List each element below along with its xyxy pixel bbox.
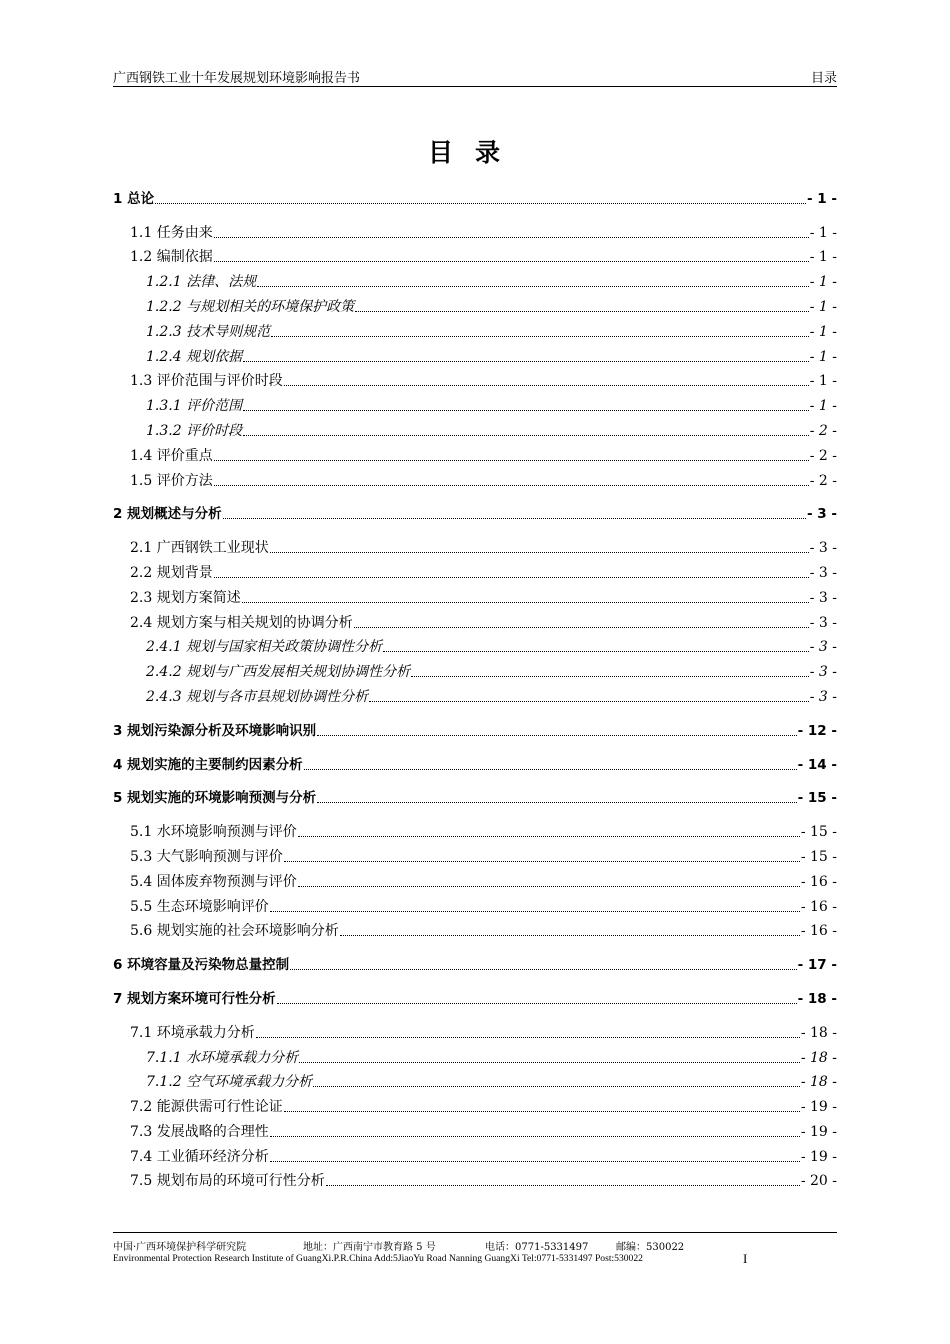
toc-entry-title: 1.5 评价方法 bbox=[130, 472, 213, 489]
toc-leader-dots bbox=[411, 675, 809, 677]
toc-entry[interactable] bbox=[113, 891, 837, 916]
toc-entry-page: - 1 - bbox=[809, 249, 837, 266]
toc-entry-title: 4 规划实施的主要制约因素分析 bbox=[113, 756, 303, 773]
toc-leader-dots bbox=[369, 700, 809, 702]
toc-entry-page: - 3 - bbox=[809, 564, 837, 581]
toc-entry[interactable] bbox=[113, 949, 837, 974]
toc-entry-title: 1 总论 bbox=[113, 190, 155, 207]
toc-entry[interactable] bbox=[113, 242, 837, 267]
toc-entry-title: 2.2 规划背景 bbox=[130, 564, 213, 581]
toc-entry-title: 2.4.1 规划与国家相关政策协调性分析 bbox=[146, 639, 383, 656]
toc-entry[interactable] bbox=[113, 266, 837, 291]
header-section: 目录 bbox=[810, 71, 837, 86]
toc-entry[interactable] bbox=[113, 366, 837, 391]
table-of-contents bbox=[113, 183, 837, 1190]
toc-entry[interactable] bbox=[113, 656, 837, 681]
toc-leader-dots bbox=[340, 934, 800, 936]
toc-leader-dots bbox=[257, 285, 809, 287]
toc-entry-title: 1.3.2 评价时段 bbox=[146, 422, 243, 439]
toc-leader-dots bbox=[155, 202, 806, 204]
toc-leader-dots bbox=[214, 236, 809, 238]
toc-entry[interactable] bbox=[113, 183, 837, 208]
toc-entry-title: 2.4 规划方案与相关规划的协调分析 bbox=[130, 614, 353, 631]
toc-entry-title: 1.2.1 法律、法规 bbox=[146, 274, 257, 291]
toc-entry[interactable] bbox=[113, 866, 837, 891]
toc-entry[interactable] bbox=[113, 715, 837, 740]
toc-entry-title: 1.2.4 规划依据 bbox=[146, 348, 243, 365]
toc-entry-page: - 1 - bbox=[809, 398, 837, 415]
toc-entry-page: - 3 - bbox=[809, 664, 837, 681]
toc-entry-page: - 19 - bbox=[800, 1123, 837, 1140]
toc-leader-dots bbox=[284, 860, 800, 862]
toc-entry-page: - 3 - bbox=[809, 688, 837, 705]
toc-entry[interactable] bbox=[113, 783, 837, 808]
toc-entry-page: - 1 - bbox=[809, 298, 837, 315]
toc-entry-title: 7.1.1 水环境承载力分析 bbox=[146, 1049, 299, 1066]
toc-leader-dots bbox=[317, 801, 797, 803]
toc-entry-title: 2 规划概述与分析 bbox=[113, 506, 222, 523]
toc-entry[interactable] bbox=[113, 557, 837, 582]
toc-leader-dots bbox=[383, 650, 809, 652]
toc-leader-dots bbox=[270, 1160, 800, 1162]
toc-entry-title: 2.4.3 规划与各市县规划协调性分析 bbox=[146, 688, 369, 705]
toc-leader-dots bbox=[284, 1110, 800, 1112]
toc-leader-dots bbox=[214, 484, 809, 486]
header-doc-name: 广西钢铁工业十年发展规划环境影响报告书 bbox=[113, 71, 361, 86]
toc-leader-dots bbox=[354, 626, 809, 628]
toc-leader-dots bbox=[313, 1085, 800, 1087]
toc-entry-title: 5.1 水环境影响预测与评价 bbox=[130, 824, 297, 841]
toc-entry[interactable] bbox=[113, 390, 837, 415]
toc-entry-title: 7.5 规划布局的环境可行性分析 bbox=[130, 1173, 325, 1190]
toc-entry-title: 7.1 环境承载力分析 bbox=[130, 1024, 255, 1041]
footer-phone: 电话：0771-5331497 bbox=[485, 1242, 589, 1253]
toc-entry-page: - 16 - bbox=[800, 923, 837, 940]
toc-entry-title: 7.4 工业循环经济分析 bbox=[130, 1148, 269, 1165]
toc-entry-title: 1.2.2 与规划相关的环境保护政策 bbox=[146, 298, 355, 315]
footer-org: 中国·广西环境保护科学研究院 bbox=[113, 1242, 247, 1253]
toc-leader-dots bbox=[243, 434, 809, 436]
toc-entry-title: 7.3 发展战略的合理性 bbox=[130, 1123, 269, 1140]
toc-leader-dots bbox=[214, 260, 809, 262]
toc-entry-page: - 16 - bbox=[800, 898, 837, 915]
toc-entry-page: - 3 - bbox=[809, 614, 837, 631]
toc-entry-title: 5.6 规划实施的社会环境影响分析 bbox=[130, 923, 339, 940]
toc-entry-page: - 14 - bbox=[797, 756, 837, 773]
toc-entry-title: 7.1.2 空气环境承载力分析 bbox=[146, 1074, 313, 1091]
toc-leader-dots bbox=[355, 310, 809, 312]
toc-leader-dots bbox=[298, 835, 800, 837]
toc-entry-title: 1.3 评价范围与评价时段 bbox=[130, 373, 283, 390]
toc-entry[interactable] bbox=[113, 1017, 837, 1042]
toc-entry-page: - 18 - bbox=[800, 1074, 837, 1091]
toc-entry-title: 3 规划污染源分析及环境影响识别 bbox=[113, 722, 317, 739]
toc-entry[interactable] bbox=[113, 841, 837, 866]
toc-leader-dots bbox=[270, 551, 809, 553]
toc-entry[interactable] bbox=[113, 607, 837, 632]
toc-entry-page: - 1 - bbox=[809, 348, 837, 365]
toc-leader-dots bbox=[277, 1002, 797, 1004]
toc-leader-dots bbox=[317, 734, 797, 736]
toc-entry-title: 2.1 广西钢铁工业现状 bbox=[130, 540, 269, 557]
toc-leader-dots bbox=[271, 335, 809, 337]
toc-leader-dots bbox=[290, 968, 797, 970]
toc-entry-page: - 19 - bbox=[800, 1099, 837, 1116]
toc-entry[interactable] bbox=[113, 415, 837, 440]
toc-entry[interactable] bbox=[113, 632, 837, 657]
toc-entry-title: 5.4 固体废弃物预测与评价 bbox=[130, 873, 297, 890]
toc-leader-dots bbox=[299, 1061, 800, 1063]
page-title: 目录 bbox=[427, 138, 522, 167]
page-footer bbox=[113, 1232, 837, 1266]
toc-entry-title: 2.4.2 规划与广西发展相关规划协调性分析 bbox=[146, 664, 411, 681]
toc-entry[interactable] bbox=[113, 1141, 837, 1166]
toc-entry-page: - 3 - bbox=[807, 506, 837, 523]
toc-entry[interactable] bbox=[113, 499, 837, 524]
toc-entry[interactable] bbox=[113, 582, 837, 607]
toc-leader-dots bbox=[214, 459, 809, 461]
toc-entry[interactable] bbox=[113, 341, 837, 366]
toc-entry[interactable] bbox=[113, 291, 837, 316]
toc-leader-dots bbox=[223, 517, 806, 519]
toc-entry-page: - 20 - bbox=[800, 1173, 837, 1190]
toc-leader-dots bbox=[214, 576, 809, 578]
toc-entry[interactable] bbox=[113, 1166, 837, 1191]
toc-entry-title: 1.3.1 评价范围 bbox=[146, 398, 243, 415]
toc-entry-page: - 17 - bbox=[797, 957, 837, 974]
toc-leader-dots bbox=[256, 1036, 800, 1038]
toc-entry-page: - 18 - bbox=[797, 990, 837, 1007]
toc-entry-page: - 1 - bbox=[809, 373, 837, 390]
toc-leader-dots bbox=[326, 1184, 800, 1186]
toc-entry[interactable] bbox=[113, 1091, 837, 1116]
toc-leader-dots bbox=[243, 360, 809, 362]
toc-entry[interactable] bbox=[113, 1042, 837, 1067]
toc-entry-page: - 18 - bbox=[800, 1024, 837, 1041]
toc-entry-page: - 1 - bbox=[809, 224, 837, 241]
toc-entry-page: - 19 - bbox=[800, 1148, 837, 1165]
toc-entry[interactable] bbox=[113, 465, 837, 490]
toc-entry-page: - 1 - bbox=[809, 274, 837, 291]
toc-entry-page: - 15 - bbox=[800, 824, 837, 841]
toc-entry-page: - 18 - bbox=[800, 1049, 837, 1066]
footer-postcode: 邮编：530022 bbox=[616, 1242, 685, 1253]
toc-entry-page: - 3 - bbox=[809, 589, 837, 606]
toc-entry-page: - 2 - bbox=[809, 422, 837, 439]
toc-entry-title: 6 环境容量及污染物总量控制 bbox=[113, 957, 290, 974]
toc-entry-title: 1.1 任务由来 bbox=[130, 224, 213, 241]
toc-entry[interactable] bbox=[113, 1116, 837, 1141]
toc-entry[interactable] bbox=[113, 1067, 837, 1092]
toc-entry-page: - 15 - bbox=[800, 848, 837, 865]
toc-entry-title: 5 规划实施的环境影响预测与分析 bbox=[113, 790, 317, 807]
toc-entry-title: 5.5 生态环境影响评价 bbox=[130, 898, 269, 915]
toc-leader-dots bbox=[270, 1135, 800, 1137]
toc-entry[interactable] bbox=[113, 440, 837, 465]
toc-entry-title: 2.3 规划方案简述 bbox=[130, 589, 241, 606]
toc-entry-page: - 12 - bbox=[797, 722, 837, 739]
toc-entry[interactable] bbox=[113, 816, 837, 841]
page-header bbox=[113, 64, 837, 87]
toc-leader-dots bbox=[270, 910, 800, 912]
toc-entry-page: - 1 - bbox=[807, 190, 837, 207]
toc-entry-page: - 15 - bbox=[797, 790, 837, 807]
toc-entry-title: 7.2 能源供需可行性论证 bbox=[130, 1099, 283, 1116]
toc-entry[interactable] bbox=[113, 916, 837, 941]
toc-entry-page: - 2 - bbox=[809, 472, 837, 489]
toc-entry-page: - 1 - bbox=[809, 323, 837, 340]
toc-entry-title: 1.4 评价重点 bbox=[130, 447, 213, 464]
toc-entry[interactable] bbox=[113, 316, 837, 341]
page-number: I bbox=[743, 1251, 748, 1266]
toc-entry-page: - 3 - bbox=[809, 639, 837, 656]
toc-entry-title: 7 规划方案环境可行性分析 bbox=[113, 990, 276, 1007]
toc-leader-dots bbox=[284, 384, 809, 386]
toc-entry[interactable] bbox=[113, 749, 837, 774]
footer-address: 地址：广西南宁市教育路 5 号 bbox=[303, 1242, 436, 1253]
toc-entry[interactable] bbox=[113, 681, 837, 706]
toc-entry-title: 5.3 大气影响预测与评价 bbox=[130, 848, 283, 865]
toc-leader-dots bbox=[298, 885, 800, 887]
toc-leader-dots bbox=[243, 409, 809, 411]
toc-entry-page: - 16 - bbox=[800, 873, 837, 890]
toc-entry-title: 1.2.3 技术导则规范 bbox=[146, 323, 271, 340]
toc-leader-dots bbox=[304, 768, 797, 770]
toc-entry[interactable] bbox=[113, 217, 837, 242]
footer-english-line: Environmental Protection Research Institute of GuangXi.P.R.China Add:5JiaoYu Road Nanning GuangXi Tel:0771-5331497 Post:530022 bbox=[113, 1253, 643, 1264]
toc-leader-dots bbox=[242, 601, 809, 603]
toc-entry-page: - 3 - bbox=[809, 540, 837, 557]
toc-entry-title: 1.2 编制依据 bbox=[130, 249, 213, 266]
toc-entry[interactable] bbox=[113, 983, 837, 1008]
toc-entry-page: - 2 - bbox=[809, 447, 837, 464]
toc-entry[interactable] bbox=[113, 532, 837, 557]
